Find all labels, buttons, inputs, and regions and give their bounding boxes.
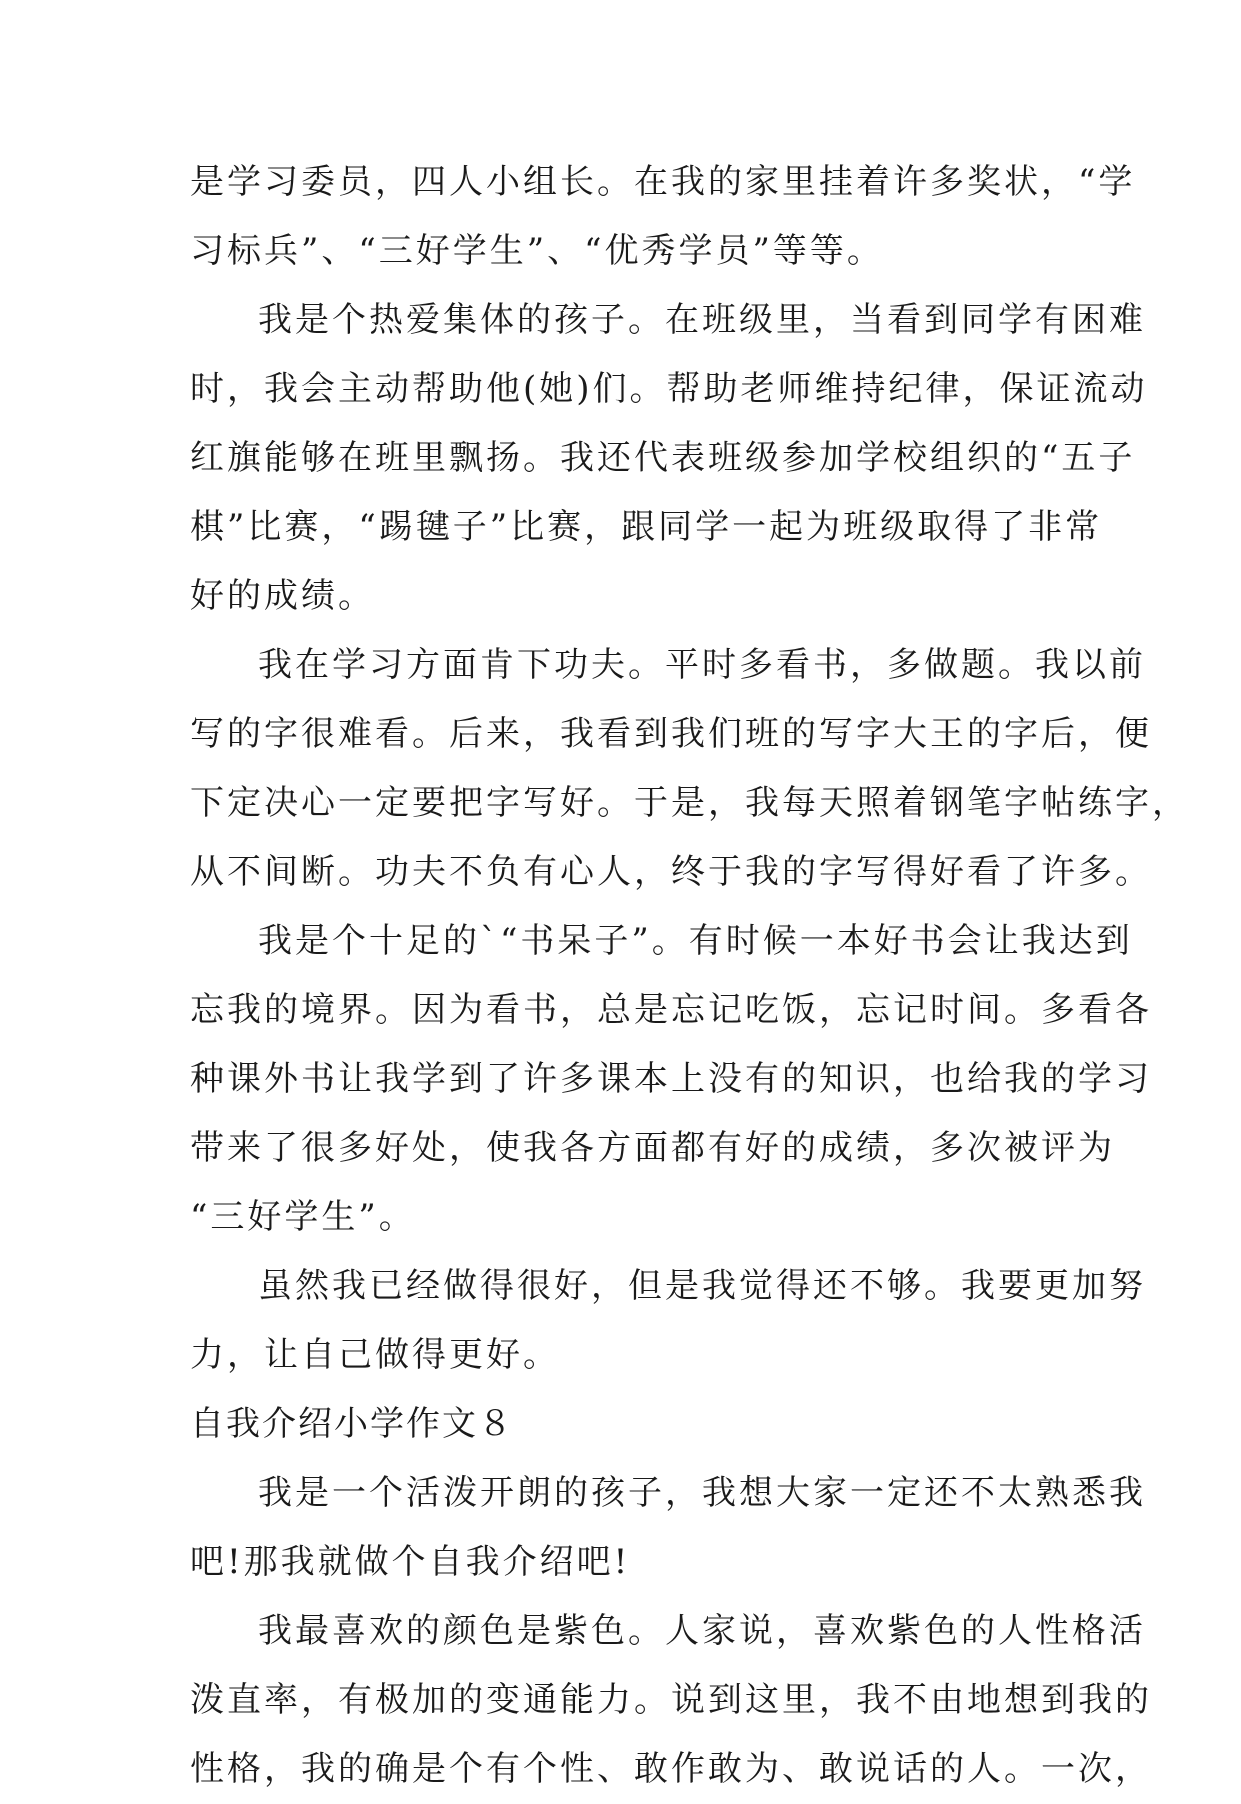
text-line: 写的字很难看。后来，我看到我们班的写字大王的字后，便 <box>190 714 1152 754</box>
text-line: 种课外书让我学到了许多课本上没有的知识，也给我的学习 <box>190 1059 1152 1099</box>
text-line: 好的成绩。 <box>190 576 375 616</box>
text-line: 是学习委员，四人小组长。在我的家里挂着许多奖状，“学 <box>190 162 1136 202</box>
text-line: 我最喜欢的颜色是紫色。人家说，喜欢紫色的人性格活 <box>258 1611 1146 1651</box>
text-line: 时，我会主动帮助他(她)们。帮助老师维持纪律，保证流动 <box>190 369 1148 409</box>
paragraph <box>190 631 1189 907</box>
paragraph <box>190 907 1152 1252</box>
paragraph <box>190 1459 1146 1597</box>
paragraph <box>190 286 1148 631</box>
text-line: 我是个十足的`“书呆子”。有时候一本好书会让我达到 <box>258 921 1133 961</box>
text-line: 性格，我的确是个有个性、敢作敢为、敢说话的人。一次， <box>190 1749 1152 1789</box>
text-line: 带来了很多好处，使我各方面都有好的成绩，多次被评为 <box>190 1128 1115 1168</box>
document-body <box>190 148 1189 1804</box>
text-line: “三好学生”。 <box>190 1197 416 1237</box>
text-line: 吧!那我就做个自我介绍吧! <box>190 1542 631 1582</box>
section-heading <box>190 1390 1070 1459</box>
paragraph <box>190 148 1136 286</box>
text-line: 红旗能够在班里飘扬。我还代表班级参加学校组织的“五子 <box>190 438 1136 478</box>
paragraph <box>190 1252 1146 1390</box>
text-line: 从不间断。功夫不负有心人，终于我的字写得好看了许多。 <box>190 852 1152 892</box>
text-line: 习标兵”、“三好学生”、“优秀学员”等等。 <box>190 231 884 271</box>
text-line: 下定决心一定要把字写好。于是，我每天照着钢笔字帖练字， <box>190 783 1189 823</box>
text-line: 棋”比赛，“踢毽子”比赛，跟同学一起为班级取得了非常 <box>190 507 1103 547</box>
text-line: 我在学习方面肯下功夫。平时多看书，多做题。我以前 <box>258 645 1146 685</box>
text-line: 力，让自己做得更好。 <box>190 1335 560 1375</box>
text-line: 忘我的境界。因为看书，总是忘记吃饭，忘记时间。多看各 <box>190 990 1152 1030</box>
text-line: 我是个热爱集体的孩子。在班级里，当看到同学有困难 <box>258 300 1146 340</box>
text-line: 我是一个活泼开朗的孩子，我想大家一定还不太熟悉我 <box>258 1473 1146 1513</box>
text-line: 虽然我已经做得很好，但是我觉得还不够。我要更加努 <box>258 1266 1146 1306</box>
text-line: 泼直率，有极加的变通能力。说到这里，我不由地想到我的 <box>190 1680 1152 1720</box>
paragraph <box>190 1597 1152 1804</box>
heading-text: 自我介绍小学作文８ <box>190 1404 514 1444</box>
